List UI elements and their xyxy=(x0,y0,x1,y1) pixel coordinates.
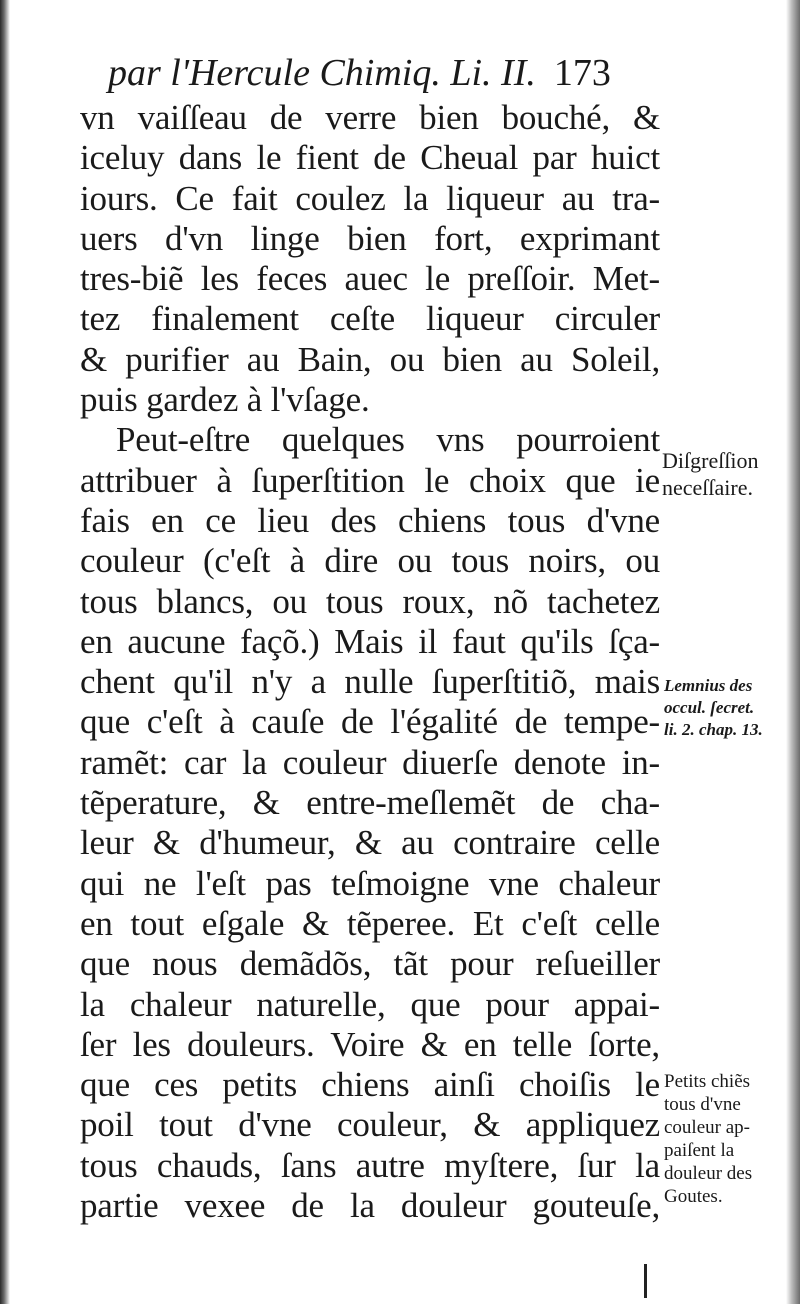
text-line: leur & d'humeur, & au contraire celle xyxy=(80,823,660,863)
text-line: tez finalement ceſte liqueur circuler xyxy=(80,299,660,339)
running-head xyxy=(108,50,668,96)
margin-note-line: douleur des xyxy=(664,1163,753,1184)
running-head-title: par l'Hercule Chimiq. Li. II. xyxy=(108,52,536,94)
text-line: en aucune façõ.) Mais il faut qu'ils ſça- xyxy=(80,621,660,661)
margin-note-digression xyxy=(662,447,759,501)
text-line: iceluy dans le fient de Cheual par huict xyxy=(80,138,660,178)
margin-note-small-dogs xyxy=(664,1070,752,1208)
scan-edge-right xyxy=(786,0,800,1304)
text-line: fais en ce lieu des chiens tous d'vne xyxy=(80,500,660,540)
text-line: en tout eſgale & tẽperee. Et c'eſt celle xyxy=(80,903,660,943)
margin-note-line: couleur ap- xyxy=(664,1117,750,1138)
margin-note-line: Lemnius des xyxy=(664,676,753,695)
text-line: tẽperature, & entre-meſlemẽt de cha- xyxy=(80,783,660,823)
text-line: attribuer à ſuperſtition le choix que ie xyxy=(80,460,660,500)
margin-note-line: li. 2. chap. 13. xyxy=(664,720,763,739)
margin-note-reference xyxy=(664,675,763,741)
margin-note-line: Goutes. xyxy=(664,1186,723,1207)
text-line: chent qu'il n'y a nulle ſuperſtitiõ, mais xyxy=(80,662,660,702)
margin-note-line: occul. ſecret. xyxy=(664,698,755,717)
margin-note-line: neceſſaire. xyxy=(662,475,753,500)
text-line: Peut-eſtre quelques vns pourroient xyxy=(116,420,660,460)
text-line: que ces petits chiens ainſi choiſis le xyxy=(80,1065,660,1105)
margin-note-line: Diſgreſſion xyxy=(662,448,759,473)
text-line: que nous demãdõs, tãt pour reſueiller xyxy=(80,944,660,984)
text-line: poil tout d'vne couleur, & appliquez xyxy=(80,1105,660,1145)
text-line: tous chauds, ſans autre myſtere, ſur la xyxy=(80,1145,660,1185)
text-line: tres-biẽ les feces auec le preſſoir. Met- xyxy=(80,259,660,299)
text-line: puis gardez à l'vſage. xyxy=(80,380,370,420)
margin-note-line: Petits chiẽs xyxy=(664,1071,751,1092)
body-text xyxy=(80,98,660,1226)
text-line: ramẽt: car la couleur diuerſe denote in- xyxy=(80,742,660,782)
text-line: vn vaiſſeau de verre bien bouché, & xyxy=(80,98,660,137)
text-line: uers d'vn linge bien fort, exprimant xyxy=(80,218,660,258)
text-line: partie vexee de la douleur gouteuſe, xyxy=(80,1186,660,1226)
text-line: tous blancs, ou tous roux, nõ tachetez xyxy=(80,581,660,621)
text-line: iours. Ce fait coulez la liqueur au tra- xyxy=(80,178,660,218)
text-line: & purifier au Bain, ou bien au Soleil, xyxy=(80,339,660,379)
text-line: couleur (c'eſt à dire ou tous noirs, ou xyxy=(80,541,660,581)
scan-edge-left xyxy=(0,0,10,1304)
text-line: que c'eſt à cauſe de l'égalité de tempe- xyxy=(80,702,660,742)
text-line: ſer les douleurs. Voire & en telle ſorte, xyxy=(80,1024,660,1064)
page-number: 173 xyxy=(553,52,611,94)
margin-note-line: paiſent la xyxy=(664,1140,735,1161)
margin-note-line: tous d'vne xyxy=(664,1094,741,1115)
text-line: qui ne l'eſt pas teſmoigne vne chaleur xyxy=(80,863,660,903)
text-line: la chaleur naturelle, que pour appai- xyxy=(80,984,660,1024)
catchword-mark xyxy=(644,1264,647,1298)
